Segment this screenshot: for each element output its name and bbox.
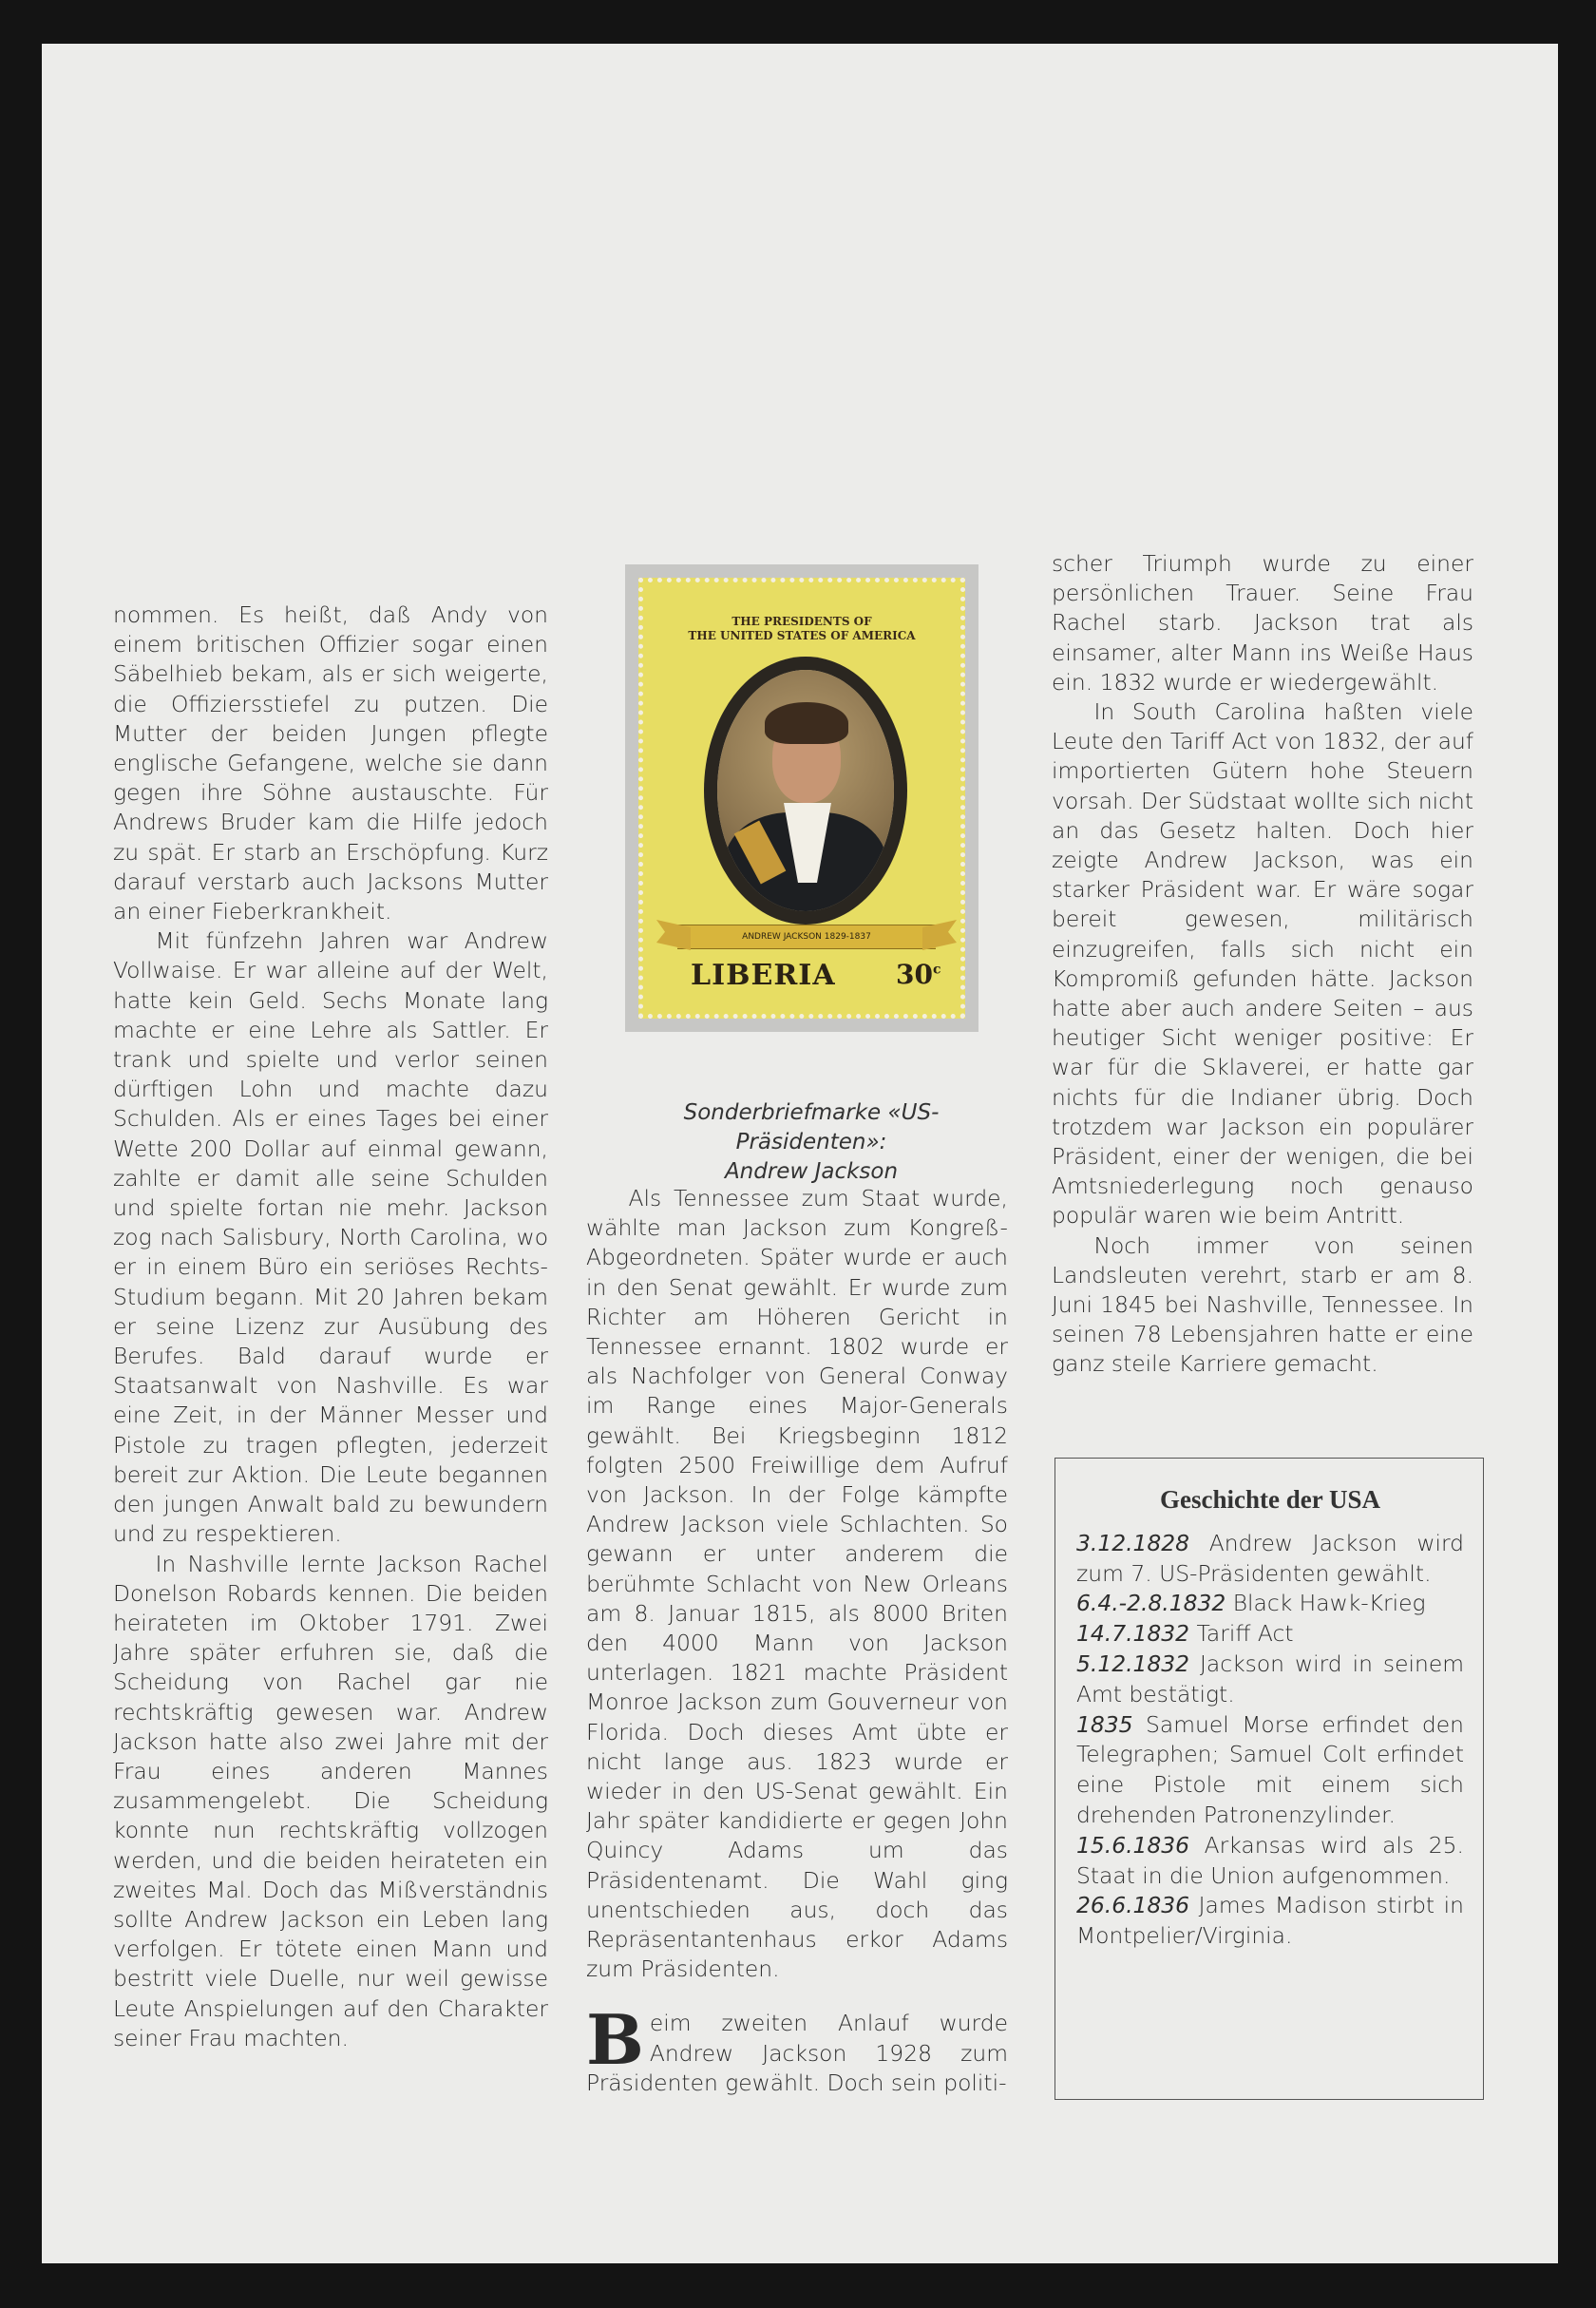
stamp-value-number: 30 bbox=[896, 959, 933, 990]
caption-line: Sonderbriefmarke «US-Präsidenten»: bbox=[683, 1100, 940, 1154]
stamp-country: LIBERIA bbox=[691, 959, 836, 992]
timeline-entry bbox=[1076, 1710, 1464, 1831]
stamp-value bbox=[896, 959, 941, 990]
portrait-medallion bbox=[704, 657, 907, 925]
timeline-entry bbox=[1076, 1891, 1464, 1952]
stamp-title-line: THE PRESIDENTS OF bbox=[732, 615, 872, 628]
paragraph-with-dropcap bbox=[586, 1999, 1008, 2098]
timeline-text: James Madison stirbt in Montpelier/Virginia. bbox=[1076, 1892, 1464, 1950]
timeline-entry bbox=[1076, 1650, 1464, 1710]
timeline-title: Geschichte der USA bbox=[1160, 1485, 1380, 1514]
timeline-text: Andrew Jackson wird zum 7. US-Präsidenten gewählt. bbox=[1076, 1529, 1464, 1587]
timeline-box bbox=[1054, 1458, 1484, 2100]
paragraph-text: eim zweiten Anlauf wurde Andrew Jackson 1928 zum Präsidenten gewählt. Doch sein politi- bbox=[586, 2010, 1008, 2096]
timeline-text: Jackson wird in seinem Amt bestätigt. bbox=[1076, 1650, 1464, 1707]
timeline-date: 5.12.1832 bbox=[1076, 1650, 1190, 1677]
paragraph: Mit fünfzehn Jahren war Andrew Vollwaise. Er war alleine auf der Welt, hatte kein Geld. Sechs Monate lang machte er eine Lehre als Sattler. Er trank und spielte und verlor seinen dürftigen Lohn und machte dazu Schulden. Als er eines Tages bei einer Wette 200 Dollar auf einmal gewann, zahlte er damit alle seine Schulden und spielte fortan nie mehr. Jackson zog nach Salisbury, North Carolina, wo er in einem Büro ein seriöses Rechts-Studium begann. Mit 20 Jahren bekam er seine Lizenz zur Ausübung des Berufes. Bald darauf wurde er Staatsanwalt von Nashville. Es war eine Zeit, in der Männer Messer und Pistole zu tragen pflegten, jederzeit bereit zur Aktion. Die Leute begannen den jungen Anwalt bald zu bewundern und zu respektieren. bbox=[113, 927, 548, 1548]
timeline-entry bbox=[1076, 1589, 1464, 1619]
timeline-entry bbox=[1076, 1619, 1464, 1650]
postage-stamp bbox=[638, 578, 965, 1019]
paragraph: In Nashville lernte Jackson Rachel Donelson Robards kennen. Die beiden heirateten im Oktober 1791. Zwei Jahre später erfuhren sie, daß die Scheidung von Rachel gar nie rechtskräftig gewesen war. Andrew Jackson hatte also zwei Jahre mit der Frau eines anderen Mannes zusammengelebt. Die Scheidung konnte nun rechtskräftig vollzogen werden, und die beiden heirateten ein zweites Mal. Doch das Mißverständnis sollte Andrew Jackson ein Leben lang verfolgen. Er tötete einen Mann und bestritt viele Duelle, nur weil gewisse Leute Anspielungen auf den Charakter seiner Frau machten. bbox=[113, 1550, 548, 2051]
timeline-text: Arkansas wird als 25. Staat in die Union aufgenommen. bbox=[1076, 1831, 1464, 1889]
timeline-date: 26.6.1836 bbox=[1076, 1892, 1190, 1919]
timeline-date: 1835 bbox=[1076, 1710, 1133, 1738]
paragraph: scher Triumph wurde zu einer persönlichen Trauer. Seine Frau Rachel starb. Jackson trat als einsamer, alter Mann ins Weiße Haus ein. 1832 wurde er wiedergewählt. bbox=[1052, 550, 1473, 696]
stamp-title-line: THE UNITED STATES OF AMERICA bbox=[688, 629, 916, 642]
middle-text-column bbox=[586, 1144, 1008, 2098]
timeline-text: Black Hawk-Krieg bbox=[1232, 1590, 1426, 1617]
stamp-title bbox=[643, 615, 960, 643]
paragraph: nommen. Es heißt, daß Andy von einem britischen Offizier sogar einen Säbelhieb bekam, als er sich weigerte, die Offiziersstiefel zu putzen. Die Mutter der beiden Jungen pflegte englische Gefangene, welche sie dann gegen ihre Söhne austauschte. Für Andrews Bruder kam die Hilfe jedoch zu spät. Er starb an Erschöpfung. Kurz darauf verstarb auch Jacksons Mutter an einer Fieberkrankheit. bbox=[113, 601, 548, 925]
album-page bbox=[42, 44, 1558, 2263]
portrait-image bbox=[717, 670, 894, 911]
right-text-column bbox=[1052, 549, 1473, 1380]
timeline-date: 6.4.-2.8.1832 bbox=[1076, 1590, 1226, 1617]
stamp-ribbon: ANDREW JACKSON 1829-1837 bbox=[677, 925, 936, 949]
paragraph: Als Tennessee zum Staat wurde, wählte man Jackson zum Kongreß-Abgeordneten. Später wurde er auch in den Senat gewählt. Er wurde zum Richter am Höheren Gericht in Tennessee ernannt. 1802 wurde er als Nachfolger von General Conway im Range eines Major-Generals gewählt. Bei Kriegsbeginn 1812 folgten 2500 Freiwillige dem Aufruf von Jackson. In der Folge kämpfte Andrew Jackson viele Schlachten. So gewann er unter anderem die berühmte Schlacht von New Orleans am 8. Januar 1815, als 8000 Briten den 4000 Mann von Jackson unterlagen. 1821 machte Präsident Monroe Jackson zum Gouverneur von Florida. Doch dieses Amt übte er nicht lange aus. 1823 wurde er wieder in den US-Senat gewählt. Ein Jahr später kandidierte er gegen John Quincy Adams um das Präsidentenamt. Die Wahl ging unentschieden aus, doch das Repräsentantenhaus erkor Adams zum Präsidenten. bbox=[586, 1185, 1008, 1983]
paragraph: Noch immer von seinen Landsleuten verehrt, starb er am 8. Juni 1845 bei Nashville, Tennessee. In seinen 78 Lebensjahren hatte er eine ganz steile Karriere gemacht. bbox=[1052, 1231, 1473, 1378]
stamp-value-unit: c bbox=[932, 962, 941, 978]
timeline-text: Samuel Morse erfindet den Telegraphen; Samuel Colt erfindet eine Pistole mit einem sich drehenden Patronenzylinder. bbox=[1076, 1710, 1464, 1828]
timeline-text: Tariff Act bbox=[1196, 1620, 1294, 1648]
drop-cap: B bbox=[586, 1999, 644, 2081]
stamp-mount bbox=[625, 564, 978, 1032]
timeline-entry bbox=[1076, 1831, 1464, 1892]
timeline-date: 3.12.1828 bbox=[1076, 1529, 1190, 1556]
timeline-date: 14.7.1832 bbox=[1076, 1620, 1190, 1648]
left-text-column bbox=[113, 601, 548, 2053]
paragraph: In South Carolina haßten viele Leute den Tariff Act von 1832, der auf importierten Gütern hohe Steuern vorsah. Der Südstaat wollte sich nicht an das Gesetz halten. Doch hier zeigte Andrew Jackson, was ein starker Präsident war. Er wäre sogar bereit gewesen, militärisch einzugreifen, falls sich nicht ein Kompromiß gefunden hätte. Jackson hatte aber auch andere Seiten – aus heutiger Sicht weniger positive: Er war für die Sklaverei, er hatte gar nichts für die Indianer übrig. Doch trotzdem war Jackson ein populärer Präsident, einer der wenigen, die bei Amtsniederlegung noch genauso populär waren wie beim Antritt. bbox=[1052, 698, 1474, 1230]
timeline-date: 15.6.1836 bbox=[1076, 1831, 1190, 1859]
timeline-entry bbox=[1076, 1529, 1464, 1590]
caption-line: Andrew Jackson bbox=[724, 1159, 899, 1184]
